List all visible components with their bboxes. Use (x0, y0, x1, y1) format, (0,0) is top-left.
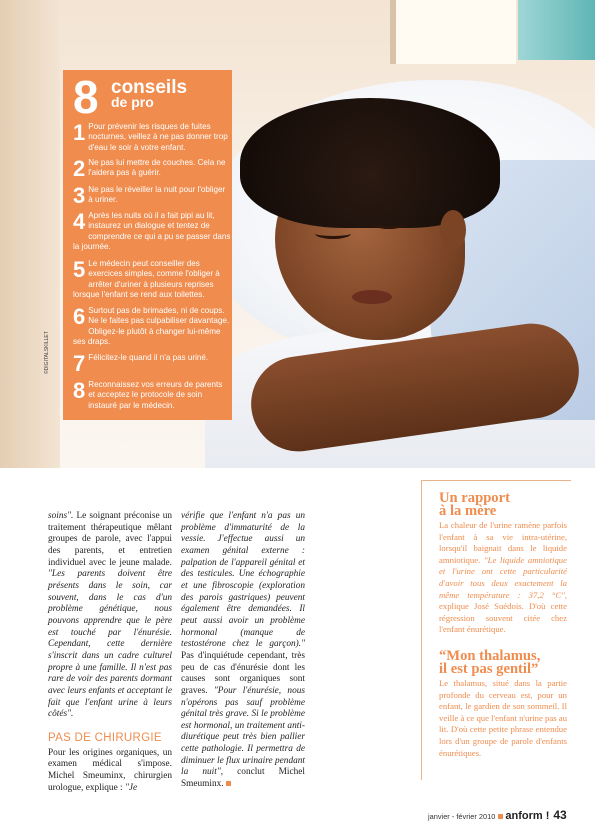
window-frame (390, 0, 516, 64)
tip-text: Le médecin peut conseiller des exercices simples, comme l'obliger à arrêter d'uriner à plusieurs reprises lorsque l'enfant se rend aux toilettes. (73, 259, 220, 300)
tips-subtitle: de pro (111, 94, 154, 110)
body-text: Pas d'inquiétude cependant, très peu de cas d'énurésie dont les causes sont organiques sont graves. (181, 650, 305, 696)
wall-shadow (0, 0, 60, 468)
tip-number: 1 (73, 120, 86, 145)
tip-text: Surtout pas de brimades, ni de coups. Ne le faites pas culpabiliser davantage. Obligez-le plutôt à changer lui-même ses draps. (73, 306, 230, 347)
sidebar-top-rule (421, 480, 571, 481)
tips-title: conseils (111, 77, 188, 98)
closed-eye-left (315, 228, 351, 239)
sidebar-heading-line: “Mon thalamus, (439, 648, 541, 664)
tip-text: Ne pas le réveiller la nuit pour l'obliger à uriner. (88, 185, 226, 205)
tip-text: Pour prévenir les risques de fuites nocturnes, veillez à ne pas donner trop d'eau le soir à votre enfant. (88, 122, 228, 152)
sidebar-heading-line: il est pas gentil” (439, 660, 539, 677)
tip-text: Ne pas lui mettre de couches. Cela ne l'aidera pas à guérir. (88, 158, 226, 178)
tip-number: 3 (73, 183, 86, 208)
tip-text: Après les nuits où il a fait pipi au lit, instaurez un dialogue et tentez de comprendre ce qui a pu se passer dans la journée. (73, 211, 231, 252)
quote-text: vérifie que l'enfant n'a pas un problème d'immaturité de la vessie. J'effectue aussi un examen génital externe : palpation de l'appareil génital et des testicules. Une échographie et une fibroscopie (exploration des parois gastriques) peuvent également être demandées. Il peut aussi avoir un problème hormonal (manque de testostérone chez le garçon)." (181, 511, 305, 650)
tip-number: 8 (73, 378, 86, 403)
child-hair (240, 98, 500, 228)
quote-text: "Je (124, 782, 138, 793)
sidebar-paragraph-2 (439, 678, 567, 759)
body-paragraph (181, 511, 305, 791)
ear (440, 210, 466, 250)
tips-number: 8 (73, 71, 99, 123)
sidebar-heading-line: à la mère (439, 502, 497, 519)
tip-item (73, 306, 231, 348)
quote-end: soins". (48, 511, 74, 521)
tip-number: 7 (73, 351, 86, 376)
end-of-article-mark (226, 781, 231, 786)
sidebar-vertical-rule (421, 480, 422, 780)
tip-item (73, 380, 231, 411)
tips-box (63, 70, 232, 420)
body-column-2 (181, 511, 305, 791)
section-heading: PAS DE CHIRURGIE (48, 731, 162, 744)
body-text: Le soignant préconise un traitement thérapeutique mêlant groupes de parole, avec l'appui des parents, et entretien individuel avec le jeune malade. (48, 511, 172, 568)
tip-item (73, 158, 231, 179)
quote-text: "Pour l'énurésie, nous n'opérons pas sauf problème génital très grave. Si le problème est hormonal, un traitement anti-diurétique peut très bien pallier cette pathologie. Il permettra de diminuer le flux urinaire pendant la nuit", (181, 685, 305, 778)
sidebar-heading-line: Un rapport (439, 490, 510, 506)
tip-number: 6 (73, 304, 86, 329)
quote-text: "Les parents doivent être présents dans le soin, car souvent, dans le cas d'un problème génétique, nous pouvons apprendre que le père est touché par l'énurésie. Cependant, cette dernière s'inscrit dans un cadre culturel propre à une famille. Il n'est pas rare de voir des parents dormant avec leurs enfants et acceptant le fait que l'enfant urine à leurs côtés". (48, 569, 172, 720)
tip-item (73, 185, 231, 206)
sidebar-quote: "Le liquide amniotique et l'urine ont cette particularité d'avoir tous deux exactement la même température : 37,2 °C", (439, 554, 567, 600)
body-column-1 (48, 511, 172, 794)
sidebar (421, 480, 595, 780)
sidebar-text: Le thalamus, situé dans la partie profonde du cerveau est, pour un enfant, le gardien de son sommeil. Il veille à ce que l'enfant n'urine pas au lit. D'où cette petite phrase entendue lors d'un groupe de parole d'enfants énurétiques. (439, 678, 567, 758)
closed-eye-right (372, 218, 406, 229)
tip-number: 4 (73, 209, 86, 234)
curtain (518, 0, 595, 60)
body-text: conclut Michel Smeuminx. (181, 767, 305, 790)
tip-text: Félicitez-le quand il n'a pas uriné. (88, 353, 209, 362)
body-paragraph (48, 748, 172, 795)
sidebar-paragraph-1 (439, 520, 567, 636)
tip-item (73, 211, 231, 253)
tip-number: 5 (73, 257, 86, 282)
tip-item (73, 353, 231, 374)
tip-text: Reconnaissez vos erreurs de parents et acceptez le protocole de soin instauré par le médecin. (88, 380, 223, 410)
footer-square-icon (498, 814, 503, 819)
tip-item (73, 122, 231, 153)
page-number: 43 (553, 808, 567, 822)
tip-number: 2 (73, 156, 86, 181)
sidebar-text: explique José Suédois. D'où cette régression souvent citée chez l'enfant énurétique. (439, 601, 567, 635)
magazine-name: anform ! (505, 810, 550, 822)
sidebar-heading-1 (439, 492, 510, 517)
body-paragraph (48, 511, 172, 721)
sidebar-text: La chaleur de l'urine ramène parfois l'enfant à sa vie intra-utérine, lorsqu'il baignait dans le liquide amniotique. (439, 520, 567, 565)
sidebar-heading-2 (439, 650, 540, 675)
page-footer (428, 806, 567, 824)
photo-credit: ©DIGITALSKILLET (44, 331, 50, 374)
body-text: Pour les origines organiques, un examen médical s'impose. Michel Smeuminx, chirurgien urologue, explique : (48, 747, 172, 793)
mouth (352, 290, 392, 304)
issue-date: janvier - février 2010 (428, 812, 496, 821)
tip-item (73, 259, 231, 301)
